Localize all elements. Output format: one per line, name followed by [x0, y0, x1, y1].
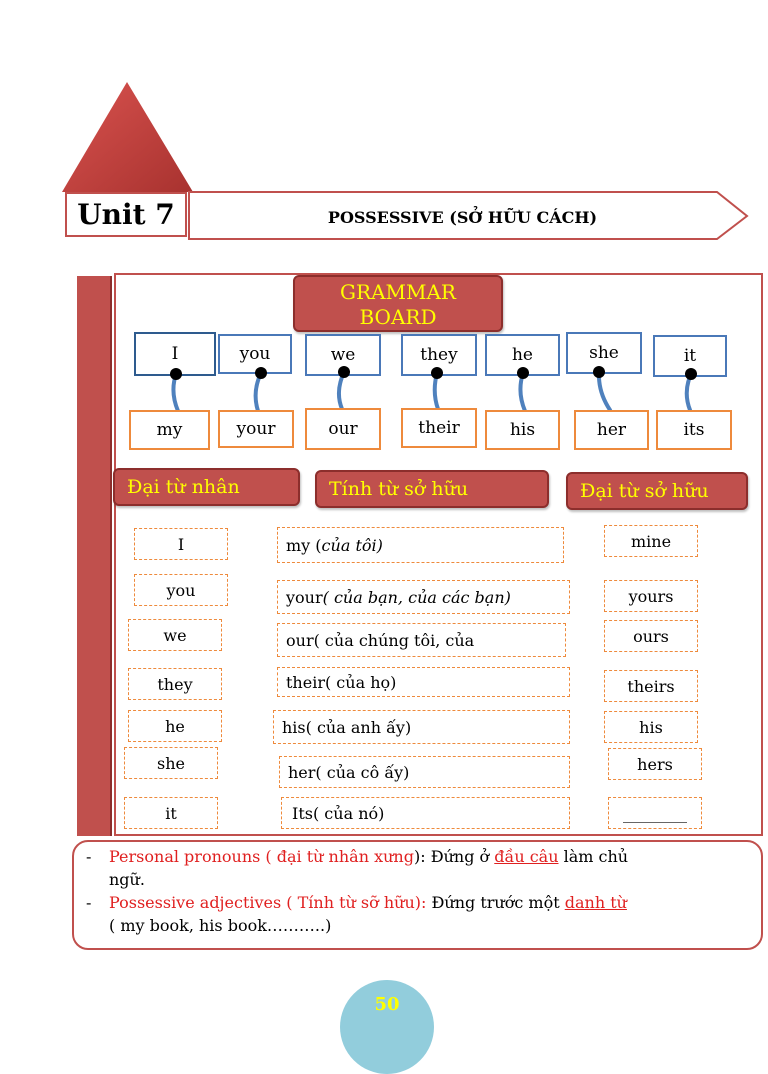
pronoun-box: he — [485, 334, 560, 376]
possessive-adjective-cell — [277, 527, 564, 563]
note-line-1 — [86, 846, 746, 868]
pronoun-box: she — [566, 332, 642, 374]
connector-lines — [0, 0, 768, 430]
note-line-2 — [86, 892, 746, 914]
adjective-box: my — [129, 410, 210, 450]
pronoun-box: I — [134, 332, 216, 376]
note-line-2-cont: ( my book, his book………..) — [109, 916, 332, 935]
possessive-adjective-cell — [277, 623, 566, 657]
connector-dot — [685, 368, 697, 380]
adjective-box: our — [305, 408, 381, 450]
note-text: làm chủ — [558, 847, 629, 866]
possessive-pronoun-cell: yours — [604, 580, 698, 612]
adjective-meaning: ( của anh ấy) — [305, 717, 412, 737]
adjective-word: their — [286, 672, 325, 692]
possessive-adjective-cell — [273, 710, 570, 744]
adjective-meaning: ( của chúng tôi, của — [313, 630, 475, 650]
possessive-pronoun-cell: ________ — [608, 797, 702, 829]
personal-pronoun-cell: he — [128, 710, 222, 742]
note-line-1-cont: ngữ. — [109, 870, 145, 889]
grammar-board-title-line2: BOARD — [359, 305, 437, 329]
adjective-meaning: của tôi) — [321, 535, 383, 555]
possessive-adjective-cell — [277, 580, 570, 614]
adjective-box: your — [218, 410, 294, 448]
connector-dot — [593, 366, 605, 378]
possessive-pronoun-cell: his — [604, 711, 698, 743]
connector-dot — [170, 368, 182, 380]
possessive-pronouns-heading: Đại từ sở hữu — [566, 472, 748, 510]
note-emphasis: đầu câu — [494, 847, 559, 866]
note-text: Đứng trước một — [426, 893, 565, 912]
adjective-box: his — [485, 410, 560, 450]
personal-pronoun-cell: you — [134, 574, 228, 606]
adjective-word: her — [288, 762, 316, 782]
pronoun-box: you — [218, 334, 292, 374]
personal-pronoun-cell: we — [128, 619, 222, 651]
adjective-word: Its — [292, 803, 313, 823]
adjective-word: my ( — [286, 535, 322, 555]
pronoun-box: it — [653, 335, 727, 377]
bullet: - — [86, 893, 92, 912]
note-emphasis: danh từ — [564, 893, 627, 912]
grammar-board-title-line1: GRAMMAR — [340, 280, 456, 304]
connector-dot — [517, 367, 529, 379]
adjective-meaning: ( của bạn, của các bạn) — [322, 587, 511, 607]
bullet: - — [86, 847, 92, 866]
possessive-adjectives-heading: Tính từ sở hữu — [315, 470, 549, 508]
pronoun-box: they — [401, 334, 477, 376]
personal-pronouns-heading: Đại từ nhân — [113, 468, 300, 506]
connector-dot — [255, 367, 267, 379]
connector-dot — [431, 367, 443, 379]
adjective-word: our — [286, 630, 314, 650]
note-term: Personal pronouns ( đại từ nhân xưng — [109, 847, 414, 866]
possessive-adjective-cell — [277, 667, 570, 697]
note-term: Possessive adjectives ( Tính từ sỡ hữu): — [109, 893, 427, 912]
possessive-pronoun-cell: hers — [608, 748, 702, 780]
note-text: ): Đứng ở — [413, 847, 495, 866]
page-number: 50 — [374, 994, 400, 1015]
adjective-meaning: ( của cô ấy) — [315, 762, 410, 782]
possessive-adjective-cell — [281, 797, 570, 829]
possessive-pronoun-cell: mine — [604, 525, 698, 557]
page-title: POSSESSIVE (SỞ HỮU CÁCH) — [327, 208, 598, 227]
connector-dot — [338, 366, 350, 378]
possessive-adjective-cell — [279, 756, 570, 788]
unit-label: Unit 7 — [77, 198, 175, 231]
possessive-pronoun-cell: ours — [604, 620, 698, 652]
personal-pronoun-cell: they — [128, 668, 222, 700]
adjective-box: its — [656, 410, 732, 450]
adjective-word: your — [286, 587, 323, 607]
adjective-meaning: ( của nó) — [312, 803, 385, 823]
personal-pronoun-cell: I — [134, 528, 228, 560]
adjective-word: his — [282, 717, 306, 737]
possessive-pronoun-cell: theirs — [604, 670, 698, 702]
personal-pronoun-cell: it — [124, 797, 218, 829]
adjective-meaning: ( của họ) — [324, 672, 397, 692]
adjective-box: their — [401, 408, 477, 448]
pronoun-box: we — [305, 334, 381, 376]
personal-pronoun-cell: she — [124, 747, 218, 779]
adjective-box: her — [574, 410, 649, 450]
